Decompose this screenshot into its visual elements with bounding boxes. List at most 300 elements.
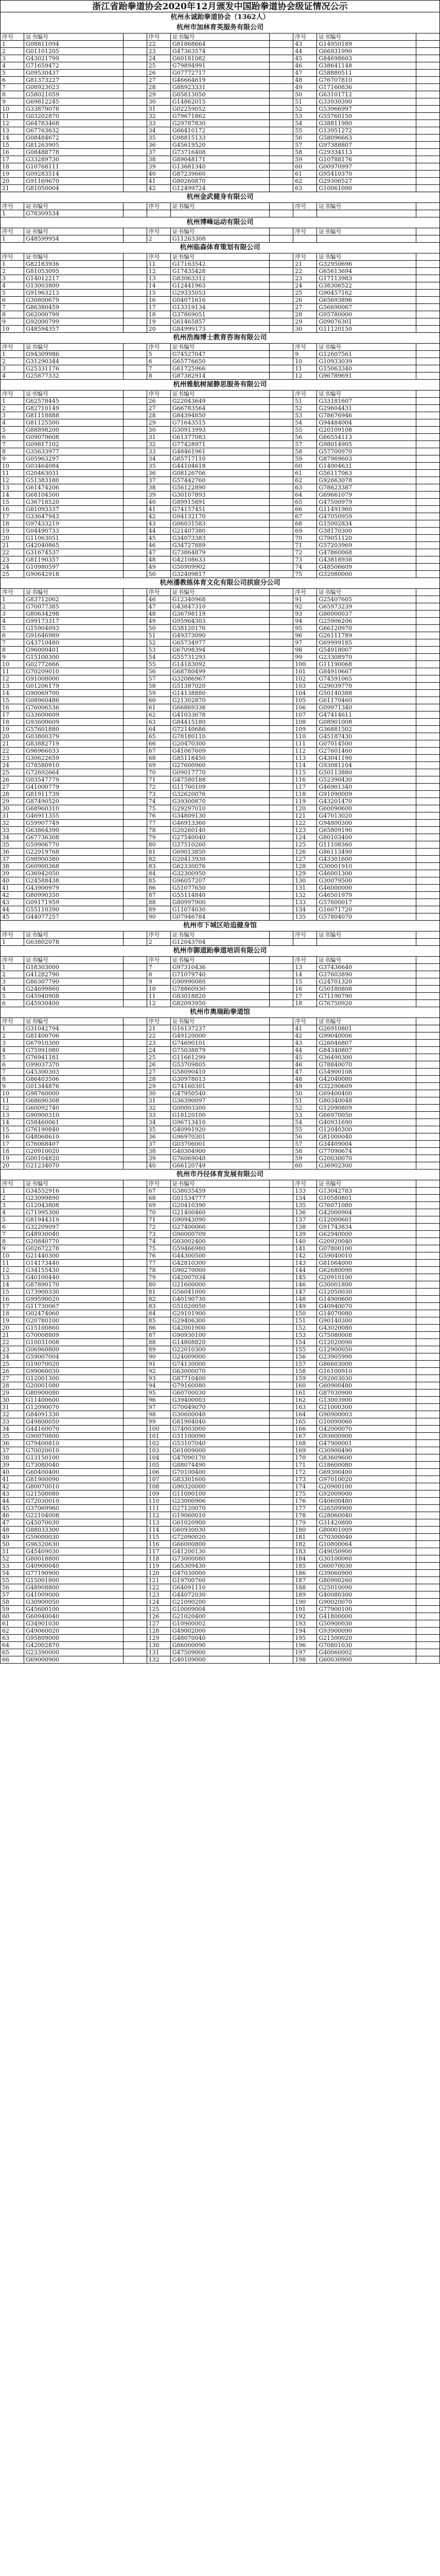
cert-cell: G36942050 xyxy=(24,870,123,877)
seq-cell: 46 xyxy=(293,62,317,70)
cert-cell: G11108360 xyxy=(317,841,416,849)
blank-cell xyxy=(270,311,293,318)
blank-cell xyxy=(123,1105,147,1112)
blank-cell xyxy=(270,704,293,711)
cert-cell: G05813050 xyxy=(170,91,269,98)
seq-cell: 51 xyxy=(1,1548,24,1555)
cert-cell: G77900100 xyxy=(317,1606,416,1613)
cert-cell: G16100910 xyxy=(317,1368,416,1375)
blank-cell xyxy=(270,805,293,812)
blank-cell xyxy=(416,885,439,892)
seq-cell: 18 xyxy=(147,311,170,318)
seq-cell: 10 xyxy=(293,358,317,365)
cert-cell: G81868664 xyxy=(170,41,269,48)
cert-cell: G90069700 xyxy=(24,690,123,697)
seq-cell: 55 xyxy=(293,1126,317,1133)
blank-cell xyxy=(270,1245,293,1252)
blank-cell xyxy=(270,1216,293,1224)
cert-cell: G24701320 xyxy=(317,978,416,986)
seq-cell: 7 xyxy=(1,1069,24,1076)
cert-cell: G14808820 xyxy=(170,1339,269,1346)
table-row xyxy=(1,1061,440,1069)
table-row xyxy=(1,1162,440,1170)
seq-cell: 26 xyxy=(147,70,170,77)
table-row xyxy=(1,791,440,798)
cert-cell: G30079500 xyxy=(317,877,416,885)
table-row xyxy=(1,1599,440,1606)
cert-cell: G78676946 xyxy=(317,412,416,419)
seq-cell: 168 xyxy=(293,1440,317,1447)
cert-cell: G68104500 xyxy=(24,492,123,499)
seq-cell: 27 xyxy=(147,77,170,84)
table-row xyxy=(1,603,440,611)
seq-cell: 2 xyxy=(147,235,170,243)
blank-cell xyxy=(270,149,293,156)
blank-cell xyxy=(270,769,293,776)
blank-cell xyxy=(416,372,439,380)
cert-cell: G71659472 xyxy=(24,62,123,70)
blank-cell xyxy=(270,1209,293,1216)
table-row xyxy=(1,1000,440,1007)
cert-cell: G29787830 xyxy=(170,120,269,127)
seq-cell: 64 xyxy=(1,1642,24,1649)
cert-cell: G42000070 xyxy=(317,1426,416,1433)
seq-cell: 113 xyxy=(147,1519,170,1527)
seq-cell: 56 xyxy=(147,668,170,675)
cert-cell: G91743834 xyxy=(317,1224,416,1231)
seq-cell: 21 xyxy=(1,542,24,549)
cert-cell: G15063340 xyxy=(317,365,416,372)
cert-cell: G36881502 xyxy=(317,726,416,733)
blank-cell xyxy=(270,297,293,304)
table-row xyxy=(1,647,440,654)
seq-cell: 32 xyxy=(1,820,24,827)
blank-cell xyxy=(270,870,293,877)
seq-cell: 30 xyxy=(147,98,170,106)
cert-cell: G40931690 xyxy=(317,1119,416,1126)
seq-cell: 23 xyxy=(1,1346,24,1353)
seq-cell: 65 xyxy=(1,1649,24,1656)
cert-cell: G87890170 xyxy=(24,1281,123,1289)
seq-cell: 18 xyxy=(1,1148,24,1155)
blank-cell xyxy=(123,877,147,885)
cert-cell: G56122890 xyxy=(170,484,269,492)
seq-cell: 41 xyxy=(293,1025,317,1032)
seq-cell: 1 xyxy=(1,351,24,358)
cert-cell: G98900380 xyxy=(24,856,123,863)
certificate-table xyxy=(0,228,440,243)
seq-cell: 97 xyxy=(293,639,317,647)
blank-cell xyxy=(270,971,293,978)
cert-cell: G33181607 xyxy=(317,398,416,405)
header-blank xyxy=(416,1180,439,1188)
seq-cell: 8 xyxy=(147,372,170,380)
seq-cell: 36 xyxy=(1,849,24,856)
table-row xyxy=(1,1353,440,1361)
cert-cell: G40109000 xyxy=(170,1656,269,1664)
cert-cell: G19700760 xyxy=(170,1577,269,1584)
blank-cell xyxy=(270,885,293,892)
seq-cell: 155 xyxy=(293,1346,317,1353)
cert-cell: G74690101 xyxy=(170,1040,269,1047)
blank-cell xyxy=(270,1411,293,1418)
cert-cell: G27400060 xyxy=(170,1224,269,1231)
blank-cell xyxy=(270,1112,293,1119)
blank-cell xyxy=(416,625,439,632)
cert-cell: G22104008 xyxy=(24,1512,123,1519)
seq-cell: 101 xyxy=(147,1433,170,1440)
cert-cell: G59040010 xyxy=(317,1252,416,1260)
seq-cell: 51 xyxy=(147,632,170,639)
header-seq: 序号 xyxy=(1,228,24,235)
seq-cell: 100 xyxy=(147,1426,170,1433)
seq-cell: 94 xyxy=(293,618,317,625)
blank-cell xyxy=(270,1418,293,1426)
seq-cell: 43 xyxy=(147,520,170,528)
seq-cell: 187 xyxy=(293,1577,317,1584)
seq-cell: 12 xyxy=(1,1267,24,1274)
table-row xyxy=(1,171,440,178)
blank-cell xyxy=(416,632,439,639)
seq-cell: 141 xyxy=(293,1245,317,1252)
cert-cell: G48506609 xyxy=(317,564,416,571)
blank-cell xyxy=(416,365,439,372)
seq-cell: 129 xyxy=(293,870,317,877)
seq-cell: 61 xyxy=(293,470,317,477)
blank-cell xyxy=(270,290,293,297)
cert-cell: G13951272 xyxy=(317,127,416,134)
cert-cell: G49800050 xyxy=(24,1418,123,1426)
cert-cell: G42001900 xyxy=(170,1325,269,1332)
blank-cell xyxy=(270,827,293,834)
seq-cell xyxy=(293,939,317,946)
blank-cell xyxy=(270,755,293,762)
blank-cell xyxy=(123,210,147,217)
seq-cell: 6 xyxy=(1,1000,24,1007)
seq-cell: 154 xyxy=(293,1339,317,1346)
table-row xyxy=(1,528,440,535)
cert-cell: G03706001 xyxy=(170,1141,269,1148)
blank-cell xyxy=(416,683,439,690)
blank-cell xyxy=(270,1541,293,1548)
cert-cell: G76190840 xyxy=(24,1126,123,1133)
seq-cell: 92 xyxy=(293,603,317,611)
blank-cell xyxy=(270,1054,293,1061)
cert-cell: G63101712 xyxy=(317,91,416,98)
table-row xyxy=(1,1090,440,1097)
cert-cell: G47363574 xyxy=(170,48,269,55)
table-row xyxy=(1,477,440,484)
seq-cell: 87 xyxy=(147,892,170,899)
header-cert: 证书编号 xyxy=(170,228,269,235)
table-row xyxy=(1,1281,440,1289)
seq-cell: 116 xyxy=(293,776,317,784)
table-row xyxy=(1,939,440,946)
cert-cell: G14138880 xyxy=(170,690,269,697)
blank-cell xyxy=(270,1548,293,1555)
seq-cell: 102 xyxy=(293,675,317,683)
cert-cell: G09017770 xyxy=(170,769,269,776)
table-row xyxy=(1,405,440,412)
blank-cell xyxy=(416,1418,439,1426)
cert-cell: G84340807 xyxy=(317,1047,416,1054)
seq-cell: 107 xyxy=(147,1476,170,1483)
seq-cell: 13 xyxy=(1,127,24,134)
blank-cell xyxy=(270,463,293,470)
blank-cell xyxy=(416,1105,439,1112)
table-header-row xyxy=(1,391,440,398)
cert-cell xyxy=(317,235,416,243)
seq-cell: 4 xyxy=(1,618,24,625)
blank-cell xyxy=(270,939,293,946)
blank-cell xyxy=(123,62,147,70)
seq-cell: 86 xyxy=(147,885,170,892)
cert-cell: G66120970 xyxy=(317,625,416,632)
seq-cell: 45 xyxy=(293,1054,317,1061)
blank-cell xyxy=(270,654,293,661)
cert-cell: G99173317 xyxy=(24,618,123,625)
cert-cell: G32300950 xyxy=(170,870,269,877)
blank-cell xyxy=(416,1368,439,1375)
seq-cell: 123 xyxy=(147,1591,170,1599)
blank-cell xyxy=(416,120,439,127)
cert-cell: G19070020 xyxy=(24,1361,123,1368)
blank-cell xyxy=(416,178,439,185)
seq-cell: 128 xyxy=(147,1628,170,1635)
cert-cell: G50113880 xyxy=(317,769,416,776)
table-row xyxy=(1,877,440,885)
cert-cell: G11491960 xyxy=(317,506,416,513)
seq-cell: 8 xyxy=(1,448,24,455)
blank-cell xyxy=(123,1274,147,1281)
seq-cell: 59 xyxy=(293,1155,317,1162)
cert-cell: G30622659 xyxy=(24,755,123,762)
table-row xyxy=(1,1656,440,1664)
seq-cell: 125 xyxy=(147,1606,170,1613)
blank-cell xyxy=(123,156,147,163)
blank-cell xyxy=(270,1032,293,1040)
blank-cell xyxy=(270,304,293,311)
cert-cell: G12090809 xyxy=(317,1105,416,1112)
seq-cell: 24 xyxy=(147,55,170,62)
blank-cell xyxy=(123,1083,147,1090)
seq-cell: 4 xyxy=(1,419,24,427)
header-cert: 证书编号 xyxy=(24,1018,123,1025)
blank-cell xyxy=(416,827,439,834)
seq-cell: 161 xyxy=(293,1389,317,1397)
cert-cell: G62680090 xyxy=(317,1267,416,1274)
seq-cell: 46 xyxy=(293,1061,317,1069)
cert-cell: G80634298 xyxy=(24,611,123,618)
blank-cell xyxy=(123,1040,147,1047)
seq-cell: 119 xyxy=(147,1563,170,1570)
blank-cell xyxy=(416,769,439,776)
blank-cell xyxy=(416,863,439,870)
cert-cell: G42040865 xyxy=(24,542,123,549)
blank-cell xyxy=(123,290,147,297)
blank-cell xyxy=(416,993,439,1000)
seq-cell: 31 xyxy=(1,1404,24,1411)
seq-cell: 115 xyxy=(293,769,317,776)
cert-cell: G46664619 xyxy=(170,77,269,84)
cert-cell: G17160836 xyxy=(317,84,416,91)
blank-cell xyxy=(123,1325,147,1332)
cert-cell: G20109108 xyxy=(317,427,416,434)
cert-cell: G43021799 xyxy=(24,55,123,62)
seq-cell: 83 xyxy=(147,1303,170,1310)
seq-cell: 11 xyxy=(1,470,24,477)
seq-cell: 13 xyxy=(293,964,317,971)
seq-cell xyxy=(147,210,170,217)
cert-cell: G69661079 xyxy=(317,492,416,499)
seq-cell: 181 xyxy=(293,1534,317,1541)
seq-cell: 59 xyxy=(1,1606,24,1613)
cert-cell: G23308970 xyxy=(317,654,416,661)
seq-cell: 7 xyxy=(1,304,24,311)
cert-cell: G47500979 xyxy=(317,499,416,506)
table-row xyxy=(1,564,440,571)
cert-cell: G15100300 xyxy=(24,654,123,661)
seq-cell: 121 xyxy=(147,1577,170,1584)
blank-cell xyxy=(270,1454,293,1462)
table-row xyxy=(1,1389,440,1397)
cert-cell: G40080300 xyxy=(317,1591,416,1599)
table-row xyxy=(1,1541,440,1548)
cert-cell: G90140300 xyxy=(317,1317,416,1325)
table-row xyxy=(1,513,440,520)
blank-cell xyxy=(416,1656,439,1664)
seq-cell: 59 xyxy=(147,690,170,697)
table-row xyxy=(1,484,440,492)
seq-cell: 45 xyxy=(1,913,24,921)
cert-cell: G40100440 xyxy=(24,1274,123,1281)
cert-cell: G39300870 xyxy=(170,798,269,805)
blank-cell xyxy=(416,1534,439,1541)
seq-cell: 16 xyxy=(1,704,24,711)
blank-cell xyxy=(416,1505,439,1512)
blank-cell xyxy=(270,618,293,625)
cert-cell: G98014905 xyxy=(317,441,416,448)
seq-cell: 175 xyxy=(293,1490,317,1498)
cert-cell: G90000709 xyxy=(170,1231,269,1238)
cert-cell: G41067609 xyxy=(170,748,269,755)
seq-cell: 104 xyxy=(293,690,317,697)
cert-cell: G59466980 xyxy=(170,1245,269,1252)
cert-cell: G48930040 xyxy=(24,1231,123,1238)
blank-cell xyxy=(123,1076,147,1083)
table-row xyxy=(1,885,440,892)
seq-cell: 63 xyxy=(147,719,170,726)
cert-cell: G40304900 xyxy=(170,1148,269,1155)
blank-cell xyxy=(123,733,147,740)
blank-cell xyxy=(123,899,147,906)
blank-cell xyxy=(123,419,147,427)
table-row xyxy=(1,448,440,455)
cert-cell: G10009004 xyxy=(170,1606,269,1613)
blank-cell xyxy=(123,1216,147,1224)
blank-cell xyxy=(416,41,439,48)
seq-cell: 139 xyxy=(293,1231,317,1238)
blank-cell xyxy=(123,1498,147,1505)
table-row xyxy=(1,470,440,477)
cert-cell: G84698603 xyxy=(317,55,416,62)
cert-cell: G84091330 xyxy=(24,1411,123,1418)
cert-cell: G44300500 xyxy=(170,1252,269,1260)
blank-cell xyxy=(270,178,293,185)
cert-cell: G32950696 xyxy=(317,261,416,268)
cert-cell: G11263308 xyxy=(170,235,269,243)
blank-cell xyxy=(123,1541,147,1548)
blank-cell xyxy=(123,1069,147,1076)
seq-cell: 39 xyxy=(1,1462,24,1469)
blank-cell xyxy=(123,1599,147,1606)
blank-cell xyxy=(123,654,147,661)
table-row xyxy=(1,776,440,784)
cert-cell: G63802078 xyxy=(24,939,123,946)
seq-cell: 55 xyxy=(293,127,317,134)
seq-cell: 4 xyxy=(1,62,24,70)
seq-cell: 5 xyxy=(1,427,24,434)
cert-cell: G75038879 xyxy=(170,1047,269,1054)
seq-cell: 52 xyxy=(293,405,317,412)
cert-cell: G47860068 xyxy=(317,549,416,556)
cert-cell: G95809000 xyxy=(24,1635,123,1642)
seq-cell: 112 xyxy=(147,1512,170,1519)
cert-cell: G43301600 xyxy=(317,856,416,863)
seq-cell: 51 xyxy=(293,398,317,405)
seq-cell: 82 xyxy=(147,1296,170,1303)
cert-cell: G46001300 xyxy=(317,870,416,877)
seq-cell: 40 xyxy=(147,499,170,506)
cert-cell: G29297010 xyxy=(170,805,269,812)
blank-cell xyxy=(270,564,293,571)
header-blank xyxy=(123,253,147,261)
certificate-table xyxy=(0,253,440,333)
cert-cell: G62330076 xyxy=(170,863,269,870)
seq-cell: 14 xyxy=(1,134,24,142)
seq-cell: 1 xyxy=(1,261,24,268)
blank-cell xyxy=(123,791,147,798)
blank-cell xyxy=(416,1310,439,1317)
header-blank xyxy=(123,228,147,235)
blank-cell xyxy=(270,1389,293,1397)
blank-cell xyxy=(416,748,439,755)
cert-cell: G10933039 xyxy=(317,358,416,365)
blank-cell xyxy=(416,492,439,499)
blank-cell xyxy=(270,841,293,849)
seq-cell: 79 xyxy=(147,1274,170,1281)
seq-cell: 5 xyxy=(147,351,170,358)
blank-cell xyxy=(270,1325,293,1332)
header-blank xyxy=(416,957,439,964)
blank-cell xyxy=(270,849,293,856)
cert-cell: G60940040 xyxy=(24,1613,123,1620)
seq-cell: 90 xyxy=(147,1353,170,1361)
cert-cell: G07946784 xyxy=(170,913,269,921)
blank-cell xyxy=(123,1397,147,1404)
seq-cell: 193 xyxy=(293,1620,317,1628)
header-seq: 序号 xyxy=(1,589,24,596)
seq-cell: 53 xyxy=(293,113,317,120)
cert-cell: G78580910 xyxy=(24,762,123,769)
blank-cell xyxy=(123,1389,147,1397)
cert-cell: G47580188 xyxy=(170,776,269,784)
cert-cell: G09076301 xyxy=(317,318,416,326)
cert-cell: G14900600 xyxy=(317,1296,416,1303)
cert-cell: G60900368 xyxy=(24,863,123,870)
seq-cell xyxy=(293,210,317,217)
seq-cell: 75 xyxy=(147,1245,170,1252)
